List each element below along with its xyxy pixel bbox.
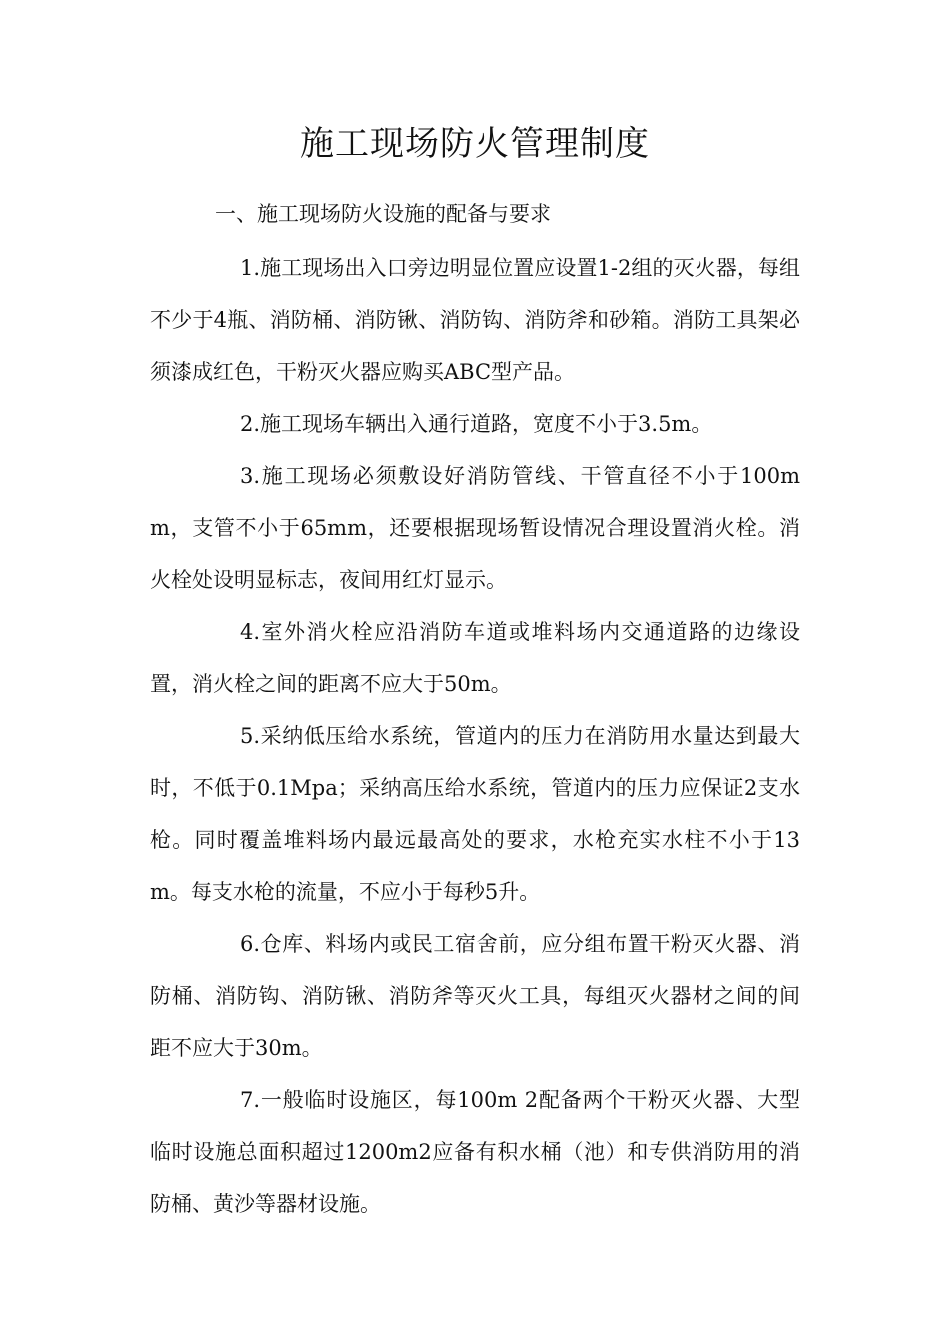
section-heading: 一、施工现场防火设施的配备与要求 xyxy=(215,202,551,226)
paragraph-1: 1.施工现场出入口旁边明显位置应设置1-2组的灭火器，每组不少于4瓶、消防桶、消防锹、消防钩、消防斧和砂箱。消防工具架必须漆成红色，干粉灭火器应购买ABC型产品。 xyxy=(150,256,800,384)
paragraph-7: 7.一般临时设施区，每100m 2配备两个干粉灭火器、大型临时设施总面积超过1200m2应备有积水桶（池）和专供消防用的消防桶、黄沙等器材设施。 xyxy=(150,1088,800,1216)
document-title: 施工现场防火管理制度 xyxy=(300,124,650,164)
paragraph-3: 3.施工现场必须敷设好消防管线、干管直径不小于100mm，支管不小于65mm，还要根据现场暂设情况合理设置消火栓。消火栓处设明显标志，夜间用红灯显示。 xyxy=(150,464,800,592)
paragraph-4: 4.室外消火栓应沿消防车道或堆料场内交通道路的边缘设置，消火栓之间的距离不应大于50m。 xyxy=(150,620,800,696)
paragraph-2: 2.施工现场车辆出入通行道路，宽度不小于3.5m。 xyxy=(240,412,713,436)
paragraph-5: 5.采纳低压给水系统，管道内的压力在消防用水量达到最大时，不低于0.1Mpa；采纳高压给水系统，管道内的压力应保证2支水枪。同时覆盖堆料场内最远最高处的要求，水枪充实水柱不小于13m。每支水枪的流量，不应小于每秒5升。 xyxy=(150,724,800,904)
paragraph-6: 6.仓库、料场内或民工宿舍前，应分组布置干粉灭火器、消防桶、消防钩、消防锹、消防斧等灭火工具，每组灭火器材之间的间距不应大于30m。 xyxy=(150,932,800,1060)
